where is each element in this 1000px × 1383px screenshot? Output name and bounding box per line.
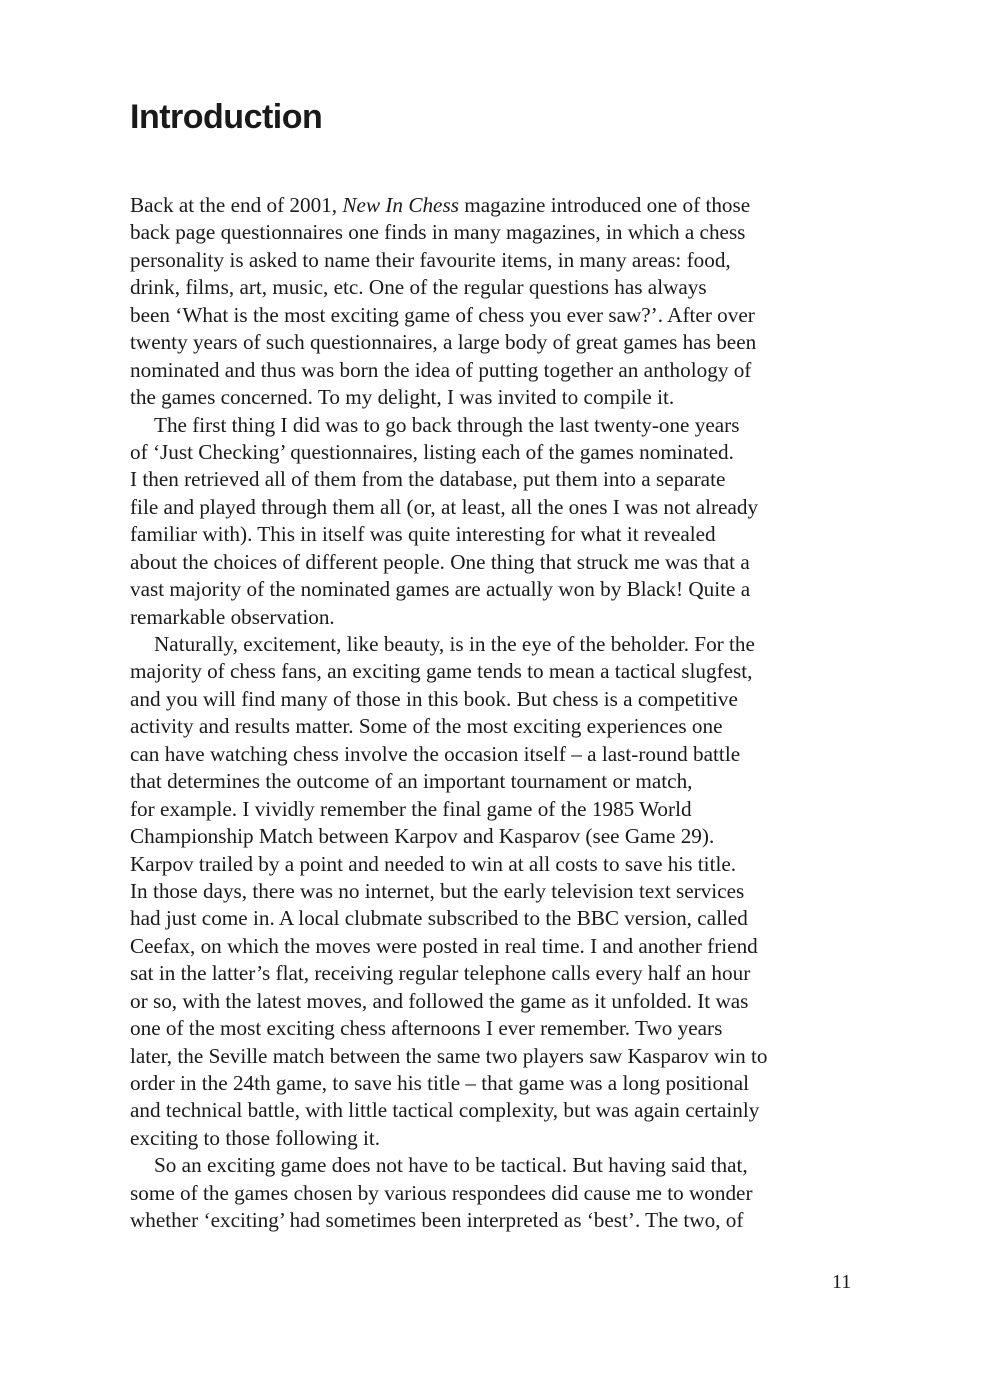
text-line: and technical battle, with little tactical complexity, but was again certainly [130, 1098, 760, 1123]
text-line: Championship Match between Karpov and Kasparov (see Game 29). [130, 824, 715, 849]
text-line: the games concerned. To my delight, I was invited to compile it. [130, 385, 675, 410]
text-line: that determines the outcome of an important tournament or match, [130, 769, 693, 794]
text-line: of ‘Just Checking’ questionnaires, listing each of the games nominated. [130, 439, 734, 464]
paragraph [130, 631, 870, 1152]
text-line: The first thing I did was to go back through the last twenty-one years [154, 412, 740, 437]
text-line: order in the 24th game, to save his title – that game was a long positional [130, 1071, 750, 1095]
text-line: Naturally, excitement, like beauty, is in the eye of the beholder. For the [154, 632, 755, 656]
text-line: Ceefax, on which the moves were posted in real time. I and another friend [130, 933, 758, 958]
text-line: vast majority of the nominated games are actually won by Black! Quite a [130, 577, 751, 602]
text-line: some of the games chosen by various respondees did cause me to wonder [130, 1180, 753, 1205]
text-line: about the choices of different people. One thing that struck me was that a [130, 549, 750, 574]
paragraph [130, 412, 870, 632]
text-line: remarkable observation. [130, 604, 335, 629]
page-number: 11 [832, 1271, 852, 1293]
text-line: drink, films, art, music, etc. One of the regular questions has always [130, 275, 707, 300]
text-line: for example. I vividly remember the final game of the 1985 World [130, 796, 692, 821]
text-line: sat in the latter’s flat, receiving regular telephone calls every half an hour [130, 961, 751, 986]
paragraph [130, 192, 870, 412]
text-line: familiar with). This in itself was quite interesting for what it revealed [130, 522, 716, 547]
text-line: one of the most exciting chess afternoons I ever remember. Two years [130, 1016, 723, 1041]
text-line: can have watching chess involve the occasion itself – a last-round battle [130, 741, 741, 766]
text-line: In those days, there was no internet, but the early television text services [130, 878, 745, 903]
text-line: and you will find many of those in this book. But chess is a competitive [130, 686, 738, 711]
text-line: I then retrieved all of them from the database, put them into a separate [130, 467, 726, 492]
text-line: had just come in. A local clubmate subscribed to the BBC version, called [130, 906, 748, 931]
text-line: nominated and thus was born the idea of putting together an anthology of [130, 357, 752, 382]
text-line: whether ‘exciting’ had sometimes been interpreted as ‘best’. The two, of [130, 1208, 744, 1233]
text-line: or so, with the latest moves, and followed the game as it unfolded. It was [130, 988, 749, 1013]
text-line: file and played through them all (or, at least, all the ones I was not already [130, 494, 759, 519]
paragraph [130, 1152, 870, 1234]
text-line: activity and results matter. Some of the most exciting experiences one [130, 714, 723, 739]
text-line: So an exciting game does not have to be tactical. But having said that, [154, 1153, 748, 1178]
text-line: back page questionnaires one finds in many magazines, in which a chess [130, 220, 746, 245]
text-line: personality is asked to name their favourite items, in many areas: food, [130, 247, 731, 272]
text-line: been ‘What is the most exciting game of chess you ever saw?’. After over [130, 302, 755, 327]
text-line: majority of chess fans, an exciting game tends to mean a tactical slugfest, [130, 659, 753, 684]
text-line: exciting to those following it. [130, 1125, 381, 1150]
magazine-title: New In Chess [342, 193, 459, 217]
text-run: Back at the end of 2001, [130, 193, 343, 217]
text-line: twenty years of such questionnaires, a large body of great games has been [130, 330, 757, 355]
text-line: later, the Seville match between the same two players saw Kasparov win to [130, 1043, 768, 1068]
text-line: Karpov trailed by a point and needed to win at all costs to save his title. [130, 851, 737, 876]
chapter-title: Introduction [130, 98, 323, 136]
text-line [130, 192, 870, 219]
body-text [130, 192, 870, 1235]
text-run: magazine introduced one of those [458, 193, 751, 217]
